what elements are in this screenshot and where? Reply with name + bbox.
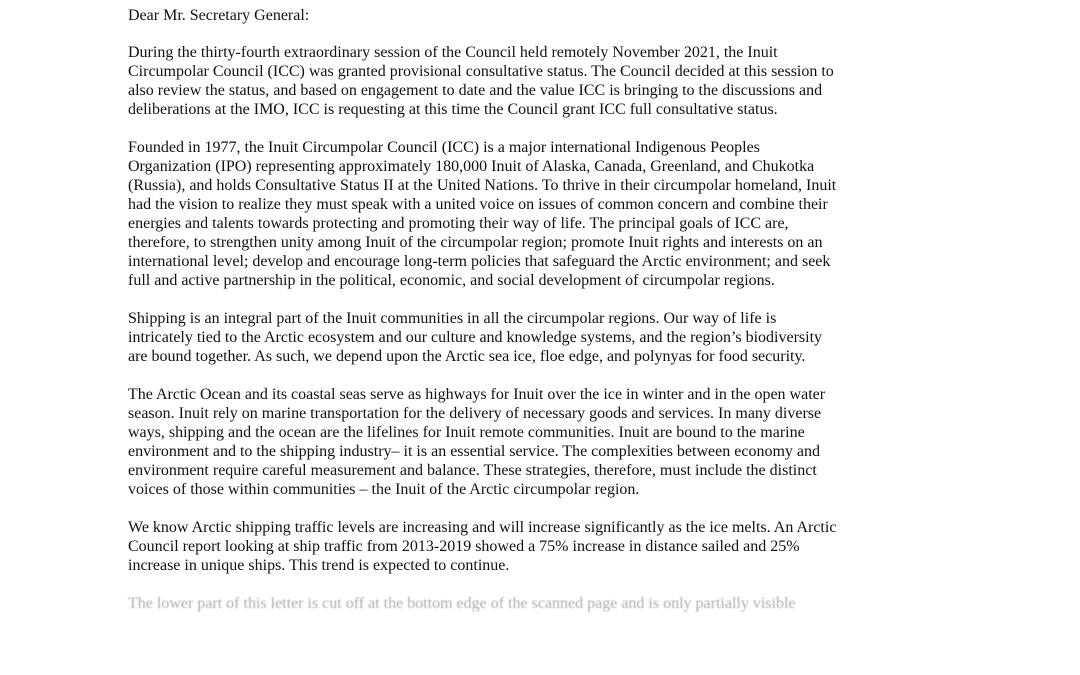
text-line: We know Arctic shipping traffic levels are increasing and will increase significantly as the ice melts. An Arctic (128, 519, 837, 536)
text-line: ways, shipping and the ocean are the lifelines for Inuit remote communities. Inuit are bound to the marine (128, 424, 805, 441)
letter-page (128, 6, 960, 612)
text-line: Shipping is an integral part of the Inuit communities in all the circumpolar regions. Our way of life is (128, 310, 777, 327)
text-line: During the thirty-fourth extraordinary session of the Council held remotely November 2021, the Inuit (128, 44, 778, 61)
text-line: The Arctic Ocean and its coastal seas serve as highways for Inuit over the ice in winter and in the open water (128, 386, 826, 403)
paragraph-shipping-integral (128, 309, 960, 366)
text-line: had the vision to realize they must speak with a united voice on issues of common concern and combine their (128, 196, 828, 213)
text-line: environment and to the shipping industry– it is an essential service. The complexities between economy and (128, 443, 820, 460)
cut-off-text-line: The lower part of this letter is cut off at the bottom edge of the scanned page and is only partially visible (128, 595, 796, 612)
text-line: also review the status, and based on engagement to date and the value ICC is bringing to the discussions and (128, 82, 823, 99)
paragraph-arctic-ocean (128, 385, 960, 499)
text-line: deliberations at the IMO, ICC is requesting at this time the Council grant ICC full consultative status. (128, 101, 778, 118)
text-line: full and active partnership in the political, economic, and social development of circumpolar regions. (128, 272, 775, 289)
text-line: Founded in 1977, the Inuit Circumpolar Council (ICC) is a major international Indigenous Peoples (128, 139, 760, 156)
text-line: environment require careful measurement and balance. These strategies, therefore, must include the distinct (128, 462, 817, 479)
text-line: energies and talents towards protecting and promoting their way of life. The principal goals of ICC are, (128, 215, 789, 232)
text-line: voices of those within communities – the Inuit of the Arctic circumpolar region. (128, 481, 640, 498)
paragraph-status-request (128, 43, 960, 119)
paragraph-about-icc (128, 138, 960, 290)
salutation: Dear Mr. Secretary General: (128, 7, 310, 24)
text-line: increase in unique ships. This trend is expected to continue. (128, 557, 510, 574)
text-line: are bound together. As such, we depend upon the Arctic sea ice, floe edge, and polynyas for food security. (128, 348, 806, 365)
text-line: therefore, to strengthen unity among Inuit of the circumpolar region; promote Inuit rights and interests on an (128, 234, 823, 251)
text-line: Organization (IPO) representing approximately 180,000 Inuit of Alaska, Canada, Greenland, and Chukotka (128, 158, 815, 175)
text-line: (Russia), and holds Consultative Status II at the United Nations. To thrive in their circumpolar homeland, Inuit (128, 177, 837, 194)
paragraph-traffic-increase (128, 518, 960, 575)
text-line: international level; develop and encourage long-term policies that safeguard the Arctic environment; and seek (128, 253, 831, 270)
text-line: intricately tied to the Arctic ecosystem and our culture and knowledge systems, and the region’s biodiversity (128, 329, 823, 346)
text-line: Circumpolar Council (ICC) was granted provisional consultative status. The Council decided at this session to (128, 63, 834, 80)
text-line: Council report looking at ship traffic from 2013-2019 showed a 75% increase in distance sailed and 25% (128, 538, 800, 555)
text-line: season. Inuit rely on marine transportation for the delivery of necessary goods and services. In many diverse (128, 405, 822, 422)
